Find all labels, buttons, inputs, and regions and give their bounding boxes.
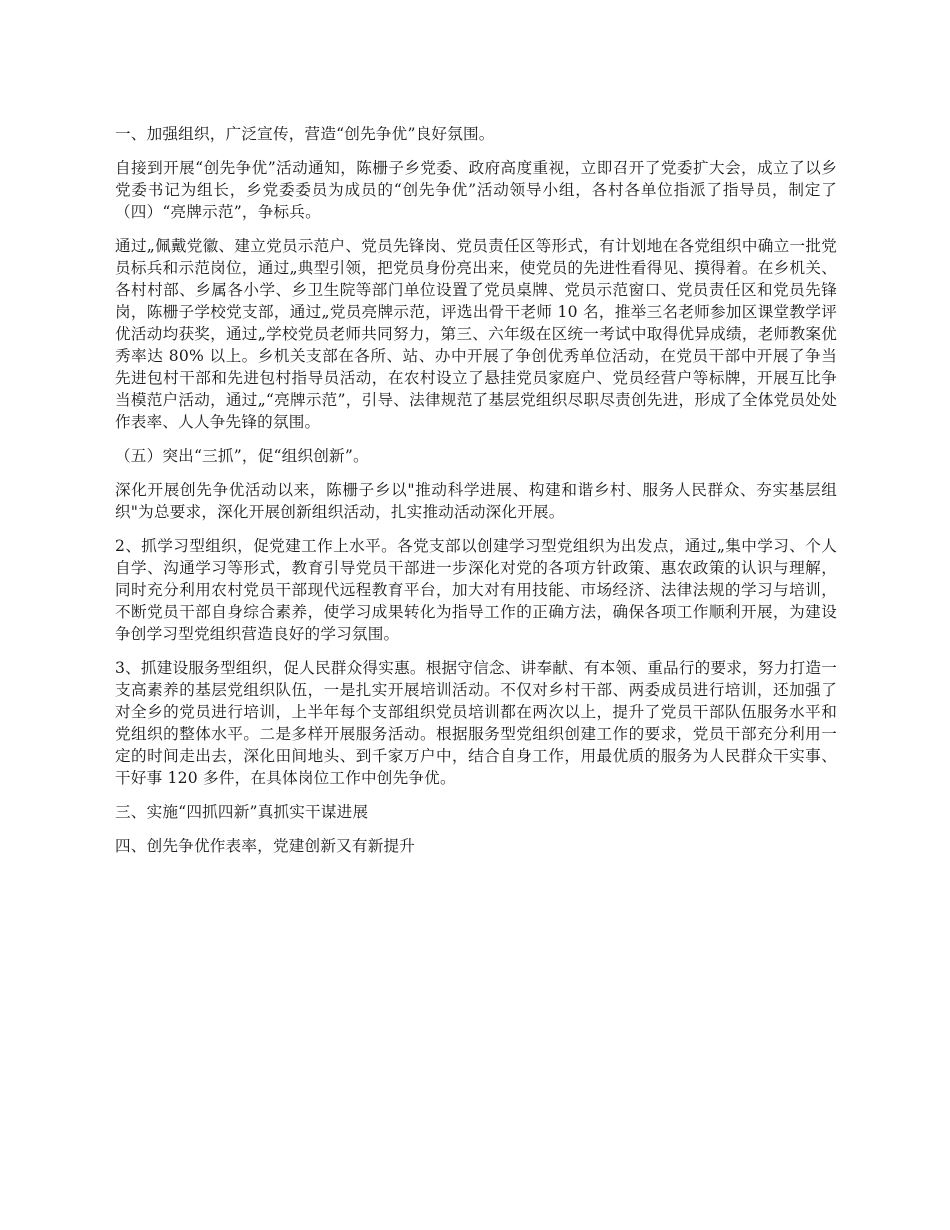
subsection-heading-5: （五）突出“三抓”，促“组织创新”。 [115,447,369,465]
section-heading-4: 四、创先争优作表率，党建创新又有新提升 [115,837,416,855]
paragraph-innovation-overview: 深化开展创先争优活动以来，陈栅子乡以"推动科学进展、构建和谐乡村、服务人民群众、夯实基层组织"为总要求，深化开展创新组织活动，扎实推动活动深化开展。 [115,481,837,521]
paragraph-learning-organization: 2、抓学习型组织，促党建工作上水平。各党支部以创建学习型党组织为出发点，通过„集中学习、个人自学、沟通学习等形式，教育引导党员干部进一步深化对党的各项方针政策、惠农政策的认识与理解，同时充分利用农村党员干部现代远程教育平台，加大对有用技能、市场经济、法律法规的学习与培训，不断党员干部自身综合素养，使学习成果转化为指导工作的正确方法，确保各项工作顺利开展，为建设争创学习型党组织营造良好的学习氛围。 [115,537,837,643]
document-body [115,123,837,869]
paragraph-leadership-group: 自接到开展“创先争优”活动通知，陈栅子乡党委、政府高度重视，立即召开了党委扩大会，成立了以乡党委书记为组长，乡党委委员为成员的“创先争优”活动领导小组，各村各单位指派了指导员，制定了 （四）“亮牌示范”，争标兵。 [115,159,837,221]
paragraph-model-demonstration: 通过„佩戴党徽、建立党员示范户、党员先锋岗、党员责任区等形式，有计划地在各党组织中确立一批党员标兵和示范岗位，通过„典型引领，把党员身份亮出来，使党员的先进性看得见、摸得着。在乡机关、各村村部、乡属各小学、乡卫生院等部门单位设置了党员桌牌、党员示范窗口、党员责任区和党员先锋岗，陈栅子学校党支部，通过„党员亮牌示范，评选出骨干老师 10 名，推举三名老师参加区课堂教学评优活动均获奖，通过„学校党员老师共同努力，第三、六年级在区统一考试中取得优异成绩，老师教案优秀率达 80% 以上。乡机关支部在各所、站、办中开展了争创优秀单位活动，在党员干部中开展了争当先进包村干部和先进包村指导员活动，在农村设立了悬挂党员家庭户、党员经营户等标牌，开展互比争当模范户活动，通过„“亮牌示范”，引导、法律规范了基层党组织尽职尽责创先进，形成了全体党员处处作表率、人人争先锋的氛围。 [115,237,837,431]
section-heading-3: 三、实施“四抓四新”真抓实干谋进展 [115,803,369,821]
section-heading-1: 一、加强组织，广泛宣传，营造“创先争优”良好氛围。 [115,125,495,143]
paragraph-service-organization: 3、抓建设服务型组织，促人民群众得实惠。根据守信念、讲奉献、有本领、重品行的要求，努力打造一支高素养的基层党组织队伍，一是扎实开展培训活动。不仅对乡村干部、两委成员进行培训，还加强了对全乡的党员进行培训，上半年每个支部组织党员培训都在两次以上，提升了党员干部队伍服务水平和党组织的整体水平。二是多样开展服务活动。根据服务型党组织创建工作的要求，党员干部充分利用一定的时间走出去，深化田间地头、到千家万户中，结合自身工作，用最优质的服务为人民群众干实事、干好事 120 多件，在具体岗位工作中创先争优。 [115,659,837,787]
